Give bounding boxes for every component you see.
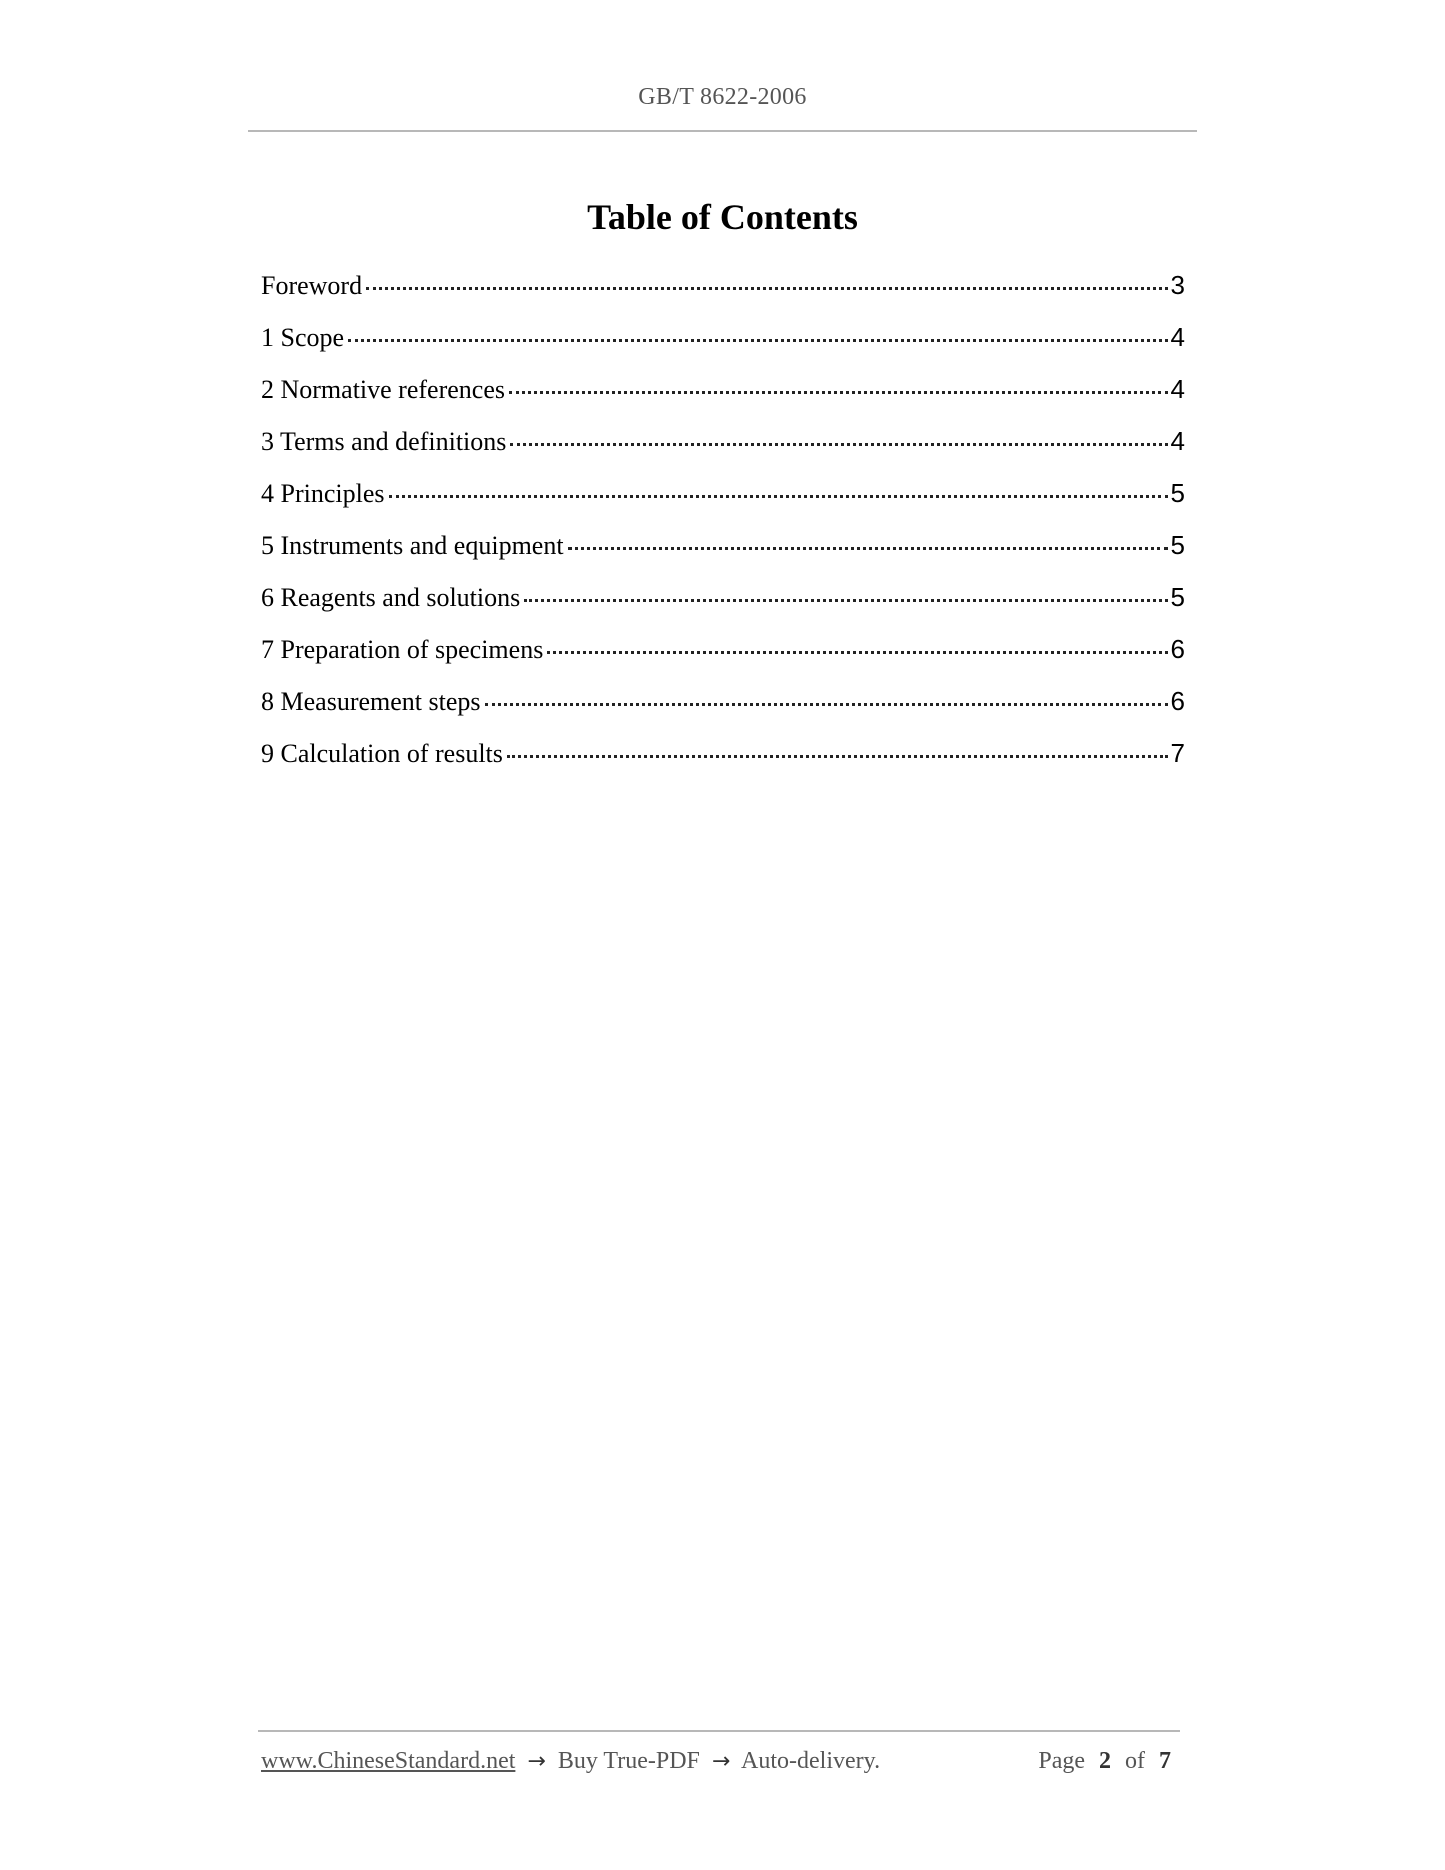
toc-entry-label: 7 Preparation of specimens — [261, 635, 544, 664]
toc-entry-page: 7 — [1170, 738, 1185, 768]
dot-leader — [509, 391, 1168, 394]
toc-heading: Table of Contents — [587, 197, 858, 238]
toc-entry-label: 6 Reagents and solutions — [261, 583, 521, 612]
dot-leader — [547, 651, 1167, 654]
toc-entry-preparation-of-specimens[interactable] — [261, 634, 1185, 686]
toc-entry-reagents-and-solutions[interactable] — [261, 582, 1185, 634]
footer-step-delivery: Auto-delivery. — [741, 1748, 881, 1774]
footer-step-buy: Buy True-PDF — [557, 1748, 700, 1774]
toc-entry-label: 3 Terms and definitions — [261, 427, 507, 456]
dot-leader — [348, 339, 1167, 342]
dot-leader — [485, 703, 1168, 706]
document-code: GB/T 8622-2006 — [638, 84, 807, 110]
toc-entry-calculation-of-results[interactable] — [261, 738, 1185, 790]
toc-entry-principles[interactable] — [261, 478, 1185, 530]
total-page-number: 7 — [1159, 1748, 1171, 1774]
toc-entry-page: 5 — [1170, 582, 1185, 612]
toc-entry-page: 4 — [1170, 374, 1185, 404]
toc-entry-page: 6 — [1170, 634, 1185, 664]
dot-leader — [389, 495, 1168, 498]
toc-entry-foreword[interactable] — [261, 270, 1185, 322]
toc-entry-label: 9 Calculation of results — [261, 739, 503, 768]
current-page-number: 2 — [1099, 1748, 1111, 1774]
dot-leader — [507, 755, 1168, 758]
header-divider — [248, 130, 1197, 132]
toc-entry-scope[interactable] — [261, 322, 1185, 374]
toc-entry-page: 6 — [1170, 686, 1185, 716]
page-number — [1038, 1748, 1179, 1775]
toc-entry-label: 1 Scope — [261, 323, 345, 352]
toc-entry-terms-and-definitions[interactable] — [261, 426, 1185, 478]
toc-entry-label: 2 Normative references — [261, 375, 505, 404]
of-label: of — [1125, 1748, 1145, 1774]
right-arrow-icon: → — [711, 1749, 731, 1774]
footer-divider — [258, 1730, 1180, 1732]
toc-entry-label: Foreword — [261, 271, 363, 300]
toc-entry-instruments-and-equipment[interactable] — [261, 530, 1185, 582]
dot-leader — [568, 547, 1168, 550]
toc-entry-label: 5 Instruments and equipment — [261, 531, 564, 560]
toc-entry-normative-references[interactable] — [261, 374, 1185, 426]
dot-leader — [366, 287, 1167, 290]
toc-entry-page: 4 — [1170, 322, 1185, 352]
toc-entry-page: 5 — [1170, 478, 1185, 508]
toc-entry-measurement-steps[interactable] — [261, 686, 1185, 738]
toc-entry-label: 4 Principles — [261, 479, 385, 508]
dot-leader — [510, 443, 1167, 446]
page-label: Page — [1038, 1748, 1085, 1774]
toc-entry-page: 3 — [1170, 270, 1185, 300]
right-arrow-icon: → — [527, 1749, 546, 1774]
toc-entry-label: 8 Measurement steps — [261, 687, 481, 716]
footer-promo — [261, 1748, 880, 1775]
toc-entry-page: 4 — [1170, 426, 1185, 456]
dot-leader — [524, 599, 1167, 602]
toc-entry-page: 5 — [1170, 530, 1185, 560]
website-link[interactable]: www.ChineseStandard.net — [261, 1748, 516, 1774]
toc-list — [261, 270, 1185, 790]
